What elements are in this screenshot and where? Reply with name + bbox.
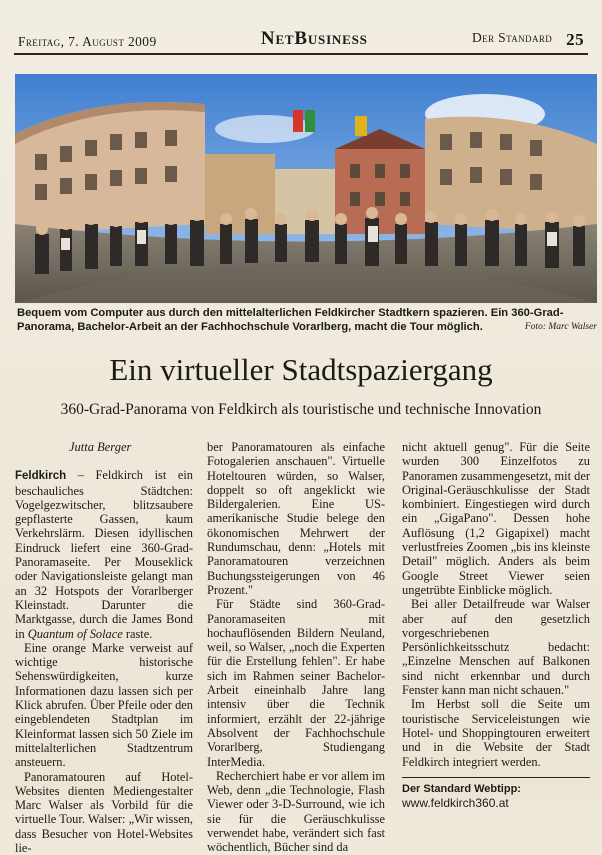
panorama-illustration — [15, 74, 597, 303]
paragraph: Bei aller Detailfreude war Walser aber auf den gesetzlich vorgeschriebenen Persönlichkeitsschutz bedacht: „Einzelne Menschen auf Balkonen sind nicht erkennbar und durch Fenster kann man nicht schauen." — [402, 597, 590, 698]
dateline: Feldkirch — [15, 470, 67, 483]
paragraph: Eine orange Marke verweist auf wichtige historische Sehenswürdigkeiten, kurze Informationen dazu lassen sich per Klick abrufen. Über Pfeile oder den eingeblendeten Stadtplan im Kleinformat lassen sich 50 Ziele im mittelalterlichen Stadtzentrum ansteuern. — [15, 640, 193, 770]
article-column-3 — [402, 440, 590, 810]
caption-text: Bequem vom Computer aus durch den mittelalterlichen Feldkircher Stadtkern spazieren. Ein 360-Grad-Panorama, Bachelor-Arbeit an der Fachhochschule Vorarlberg, macht die Tour möglich. — [17, 307, 564, 333]
article-column-1 — [15, 440, 193, 855]
section-title: NetBusiness — [260, 28, 368, 49]
subheadline: 360-Grad-Panorama von Feldkirch als touristische und technische Innovation — [60, 401, 542, 418]
paragraph: Panoramatouren auf Hotel-Websites dienten Mediengestalter Marc Walser als Vorbild für die virtuelle Tour. Walser: „Wir wissen, dass Besucher von Hotel-Websites lie- — [15, 769, 193, 855]
author: Jutta Berger — [69, 440, 132, 454]
page-number: 25 — [566, 30, 584, 49]
paragraph: Recherchiert habe er vor allem im Web, denn „die Technologie, Flash Viewer oder 3-D-Surround, wie ich sie für die Geräuschkulisse verwendet habe, verändert sich fast wöchentlich, Bücher sind da — [207, 768, 385, 855]
headline: Ein virtueller Stadtspaziergang — [109, 352, 493, 387]
paragraph: nicht aktuell genug". Für die Seite wurden 300 Einzelfotos zu Panoramen zusammengesetzt, mit der Original-Geräuschkulisse der Stadt kombiniert. Eingestiegen wird durch ein „GigaPano". Dessen hohe Auflösung (1,2 Gigapixel) macht verlustfreies Zoomen „bis ins kleinste Detail" möglich. Anders als beim Google Street Viewer seien ungetrübte Einblicke möglich. — [402, 440, 590, 597]
article-column-2 — [207, 440, 385, 855]
paragraph: Im Herbst soll die Seite um touristische Serviceleistungen wie Hotel- und Shoppingtouren erweitert und in die Website der Stadt Feldkirch integriert werden. — [402, 697, 590, 769]
paragraph: Für Städte sind 360-Grad-Panoramaseiten mit hochauflösenden Bildern Neuland, weil, so Walser, „noch die Experten für die Erstellung fehlen". Er habe sich im Rahmen seiner Bachelor-Arbeit eineinhalb Jahre lang intensiv über die Technik informiert, erzählt der 22-jährige Absolvent der Fachhochschule Vorarlberg, Studiengang InterMedia. — [207, 597, 385, 769]
photo-credit: Foto: Marc Walser — [524, 322, 597, 332]
webtip-box — [402, 777, 590, 811]
paragraph: ber Panoramatouren als einfache Fotogalerien anschauen". Virtuelle Hoteltouren würden, so Walser, doppelt so oft angeklickt wie Bildergalerien. Eine US-amerikanische Studie belege den ökonomischen Mehrwert der Rundumschau, denn: „Hotels mit Panoramatouren verzeichnen Buchungssteigerungen von 46 Prozent." — [207, 440, 385, 597]
webtip-label: Der Standard Webtipp: — [402, 782, 521, 795]
paragraph — [15, 468, 193, 641]
film-title: Quantum of Solace — [27, 626, 123, 641]
masthead-rule — [14, 53, 588, 55]
issue-date: Freitag, 7. August 2009 — [18, 34, 157, 49]
masthead — [18, 22, 584, 50]
photo-caption — [17, 306, 597, 334]
webtip-url[interactable]: www.feldkirch360.at — [402, 796, 509, 811]
panorama-photo — [15, 74, 597, 303]
paragraph-text: – Feldkirch ist ein beschauliches Städtchen: Vogelgezwitscher, blitzsaubere gepflasterte Gassen, kaum Verkehrslärm. Diesen idyllischen Eindruck liefert eine 360-Grad-Panoramaseite. Per Mouseklick oder Navigationsleiste gelangt man an 32 Hotspots der Vorarlberger Kleinstadt. Darunter die Marktgasse, durch die James Bond in — [15, 468, 193, 641]
paragraph-text: raste. — [122, 626, 153, 641]
paper-name: Der Standard — [471, 30, 553, 45]
